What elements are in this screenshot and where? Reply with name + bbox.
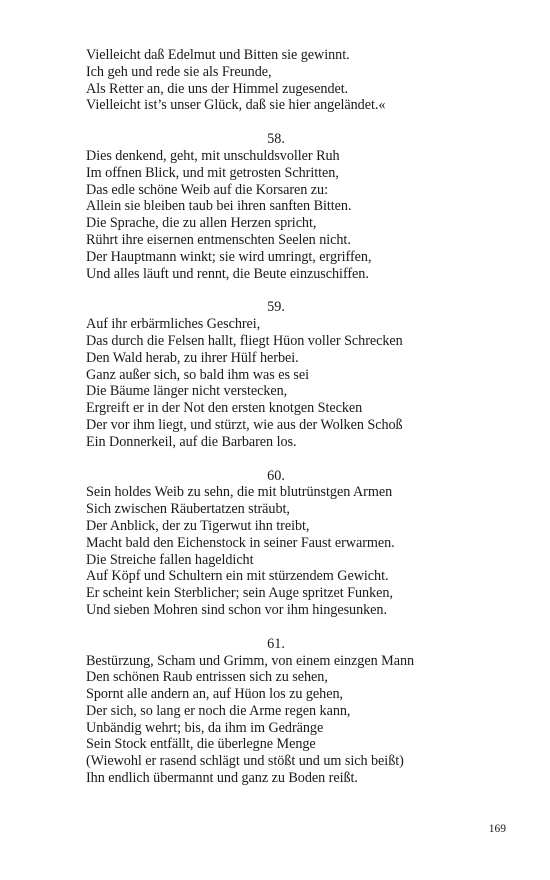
verse-line: Im offnen Blick, und mit getrosten Schritten, — [86, 164, 339, 181]
stanza-number: 60. — [267, 467, 285, 484]
verse-line: Auf ihr erbärmliches Geschrei, — [86, 316, 261, 333]
verse-line: Den schönen Raub entrissen sich zu sehen, — [86, 669, 328, 686]
verse-line: Macht bald den Eichenstock in seiner Faust erwarmen. — [86, 534, 395, 551]
stanza-58 — [86, 131, 466, 282]
intro-block — [86, 47, 466, 114]
verse-line: Den Wald herab, zu ihrer Hülf herbei. — [86, 349, 299, 366]
verse-line: Sein Stock entfällt, die überlegne Menge — [86, 736, 316, 753]
verse-line: Er scheint kein Sterblicher; sein Auge spritzet Funken, — [86, 585, 393, 602]
stanza-number: 58. — [267, 131, 285, 148]
verse-line: Sich zwischen Räubertatzen sträubt, — [86, 501, 290, 518]
verse-line: Der Anblick, der zu Tigerwut ihn treibt, — [86, 517, 310, 534]
verse-line: Ich geh und rede sie als Freunde, — [86, 63, 272, 80]
verse-line: Sein holdes Weib zu sehn, die mit blutrünstgen Armen — [86, 484, 393, 501]
verse-line: Dies denkend, geht, mit unschuldsvoller Ruh — [86, 147, 340, 164]
verse-line: Als Retter an, die uns der Himmel zugesendet. — [86, 80, 349, 97]
verse-line: Ihn endlich übermannt und ganz zu Boden reißt. — [86, 770, 358, 787]
verse-line: Und alles läuft und rennt, die Beute einzuschiffen. — [86, 265, 369, 282]
verse-line: Ein Donnerkeil, auf die Barbaren los. — [86, 433, 297, 450]
verse-line: Bestürzung, Scham und Grimm, von einem einzgen Mann — [86, 652, 415, 669]
verse-line: Der vor ihm liegt, und stürzt, wie aus der Wolken Schoß — [86, 416, 403, 433]
verse-line: Allein sie bleiben taub bei ihren sanften Bitten. — [86, 198, 352, 215]
page-text — [86, 47, 466, 787]
stanza-60 — [86, 468, 466, 619]
stanza-number: 61. — [267, 635, 285, 652]
verse-line: Das edle schöne Weib auf die Korsaren zu: — [86, 181, 328, 198]
stanza-number: 59. — [267, 299, 285, 316]
stanza-61 — [86, 636, 466, 787]
verse-line: Vielleicht daß Edelmut und Bitten sie gewinnt. — [86, 47, 350, 63]
page-number: 169 — [488, 823, 506, 835]
verse-line: Das durch die Felsen hallt, fliegt Hüon voller Schrecken — [86, 332, 403, 349]
verse-line: (Wiewohl er rasend schlägt und stößt und um sich beißt) — [86, 753, 404, 770]
verse-line: Vielleicht ist’s unser Glück, daß sie hier angeländet.« — [86, 97, 386, 114]
verse-line: Auf Köpf und Schultern ein mit stürzendem Gewicht. — [86, 568, 389, 585]
verse-line: Die Bäume länger nicht verstecken, — [86, 383, 288, 400]
verse-line: Der Hauptmann winkt; sie wird umringt, ergriffen, — [86, 248, 372, 265]
verse-line: Die Sprache, die zu allen Herzen spricht, — [86, 215, 317, 232]
verse-line: Ganz außer sich, so bald ihm was es sei — [86, 366, 310, 383]
verse-line: Unbändig wehrt; bis, da ihm im Gedränge — [86, 719, 324, 736]
verse-line: Spornt alle andern an, auf Hüon los zu gehen, — [86, 686, 343, 703]
stanza-59 — [86, 299, 466, 450]
verse-line: Die Streiche fallen hageldicht — [86, 551, 254, 568]
verse-line: Ergreift er in der Not den ersten knotgen Stecken — [86, 400, 363, 417]
verse-line: Und sieben Mohren sind schon vor ihm hingesunken. — [86, 601, 387, 618]
verse-line: Rührt ihre eisernen entmenschten Seelen nicht. — [86, 231, 351, 248]
verse-line: Der sich, so lang er noch die Arme regen kann, — [86, 702, 351, 719]
